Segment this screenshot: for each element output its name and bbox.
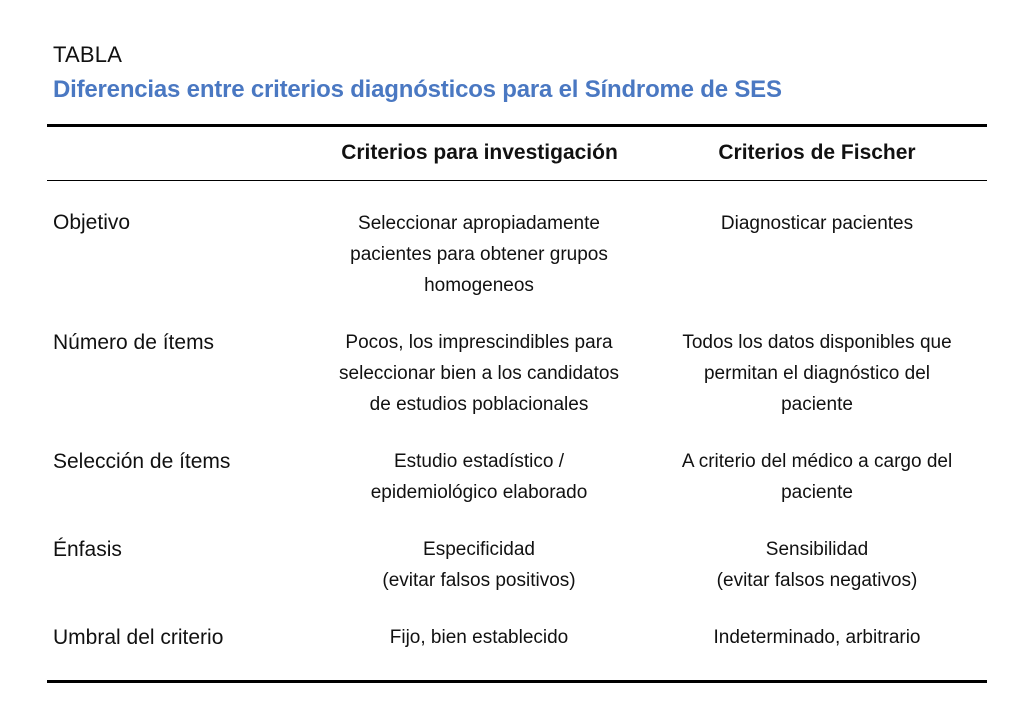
cell-line: seleccionar bien a los candidatos — [339, 363, 619, 384]
cell-line: paciente — [781, 482, 853, 503]
row-label-seleccion-items: Selección de ítems — [53, 450, 231, 473]
row-label-numero-items: Número de ítems — [53, 331, 215, 354]
cell-enfasis-investigacion — [303, 534, 655, 596]
cell-objetivo-investigacion — [303, 208, 655, 301]
cell-line: de estudios poblacionales — [369, 394, 589, 415]
cell-seleccion-items-investigacion — [303, 446, 655, 508]
table-title: Diferencias entre criterios diagnósticos para el Síndrome de SES — [53, 76, 782, 103]
row-label-enfasis: Énfasis — [53, 538, 122, 561]
cell-line: Indeterminado, arbitrario — [713, 627, 921, 648]
cell-umbral-criterio-fischer — [648, 622, 986, 653]
cell-objetivo-fischer — [648, 208, 986, 239]
row-label-objetivo: Objetivo — [53, 211, 131, 234]
cell-line: Fijo, bien establecido — [389, 627, 569, 648]
cell-line: Estudio estadístico / — [393, 451, 565, 472]
cell-enfasis-fischer — [648, 534, 986, 596]
bottom-rule — [47, 680, 987, 683]
row-label-umbral-criterio: Umbral del criterio — [53, 626, 224, 649]
cell-line: (evitar falsos negativos) — [716, 570, 918, 591]
table-label: TABLA — [53, 42, 123, 67]
cell-line: (evitar falsos positivos) — [382, 570, 576, 591]
cell-line: Especificidad — [423, 539, 535, 560]
cell-line: Pocos, los imprescindibles para — [345, 332, 613, 353]
cell-line: Sensibilidad — [765, 539, 869, 560]
cell-umbral-criterio-investigacion — [303, 622, 655, 653]
cell-seleccion-items-fischer — [648, 446, 986, 508]
cell-line: Diagnosticar pacientes — [720, 213, 914, 234]
cell-line: homogeneos — [424, 275, 534, 296]
cell-line: paciente — [781, 394, 853, 415]
top-rule — [47, 124, 987, 127]
cell-line: permitan el diagnóstico del — [703, 363, 931, 384]
cell-line: Seleccionar apropiadamente — [358, 213, 600, 234]
cell-numero-items-fischer — [648, 327, 986, 420]
cell-line: A criterio del médico a cargo del — [681, 451, 953, 472]
cell-line: epidemiológico elaborado — [370, 482, 588, 503]
cell-line: pacientes para obtener grupos — [350, 244, 608, 265]
cell-numero-items-investigacion — [303, 327, 655, 420]
column-header-investigacion: Criterios para investigación — [341, 141, 618, 164]
column-header-fischer: Criterios de Fischer — [718, 141, 916, 164]
header-rule — [47, 180, 987, 181]
cell-line: Todos los datos disponibles que — [682, 332, 952, 353]
